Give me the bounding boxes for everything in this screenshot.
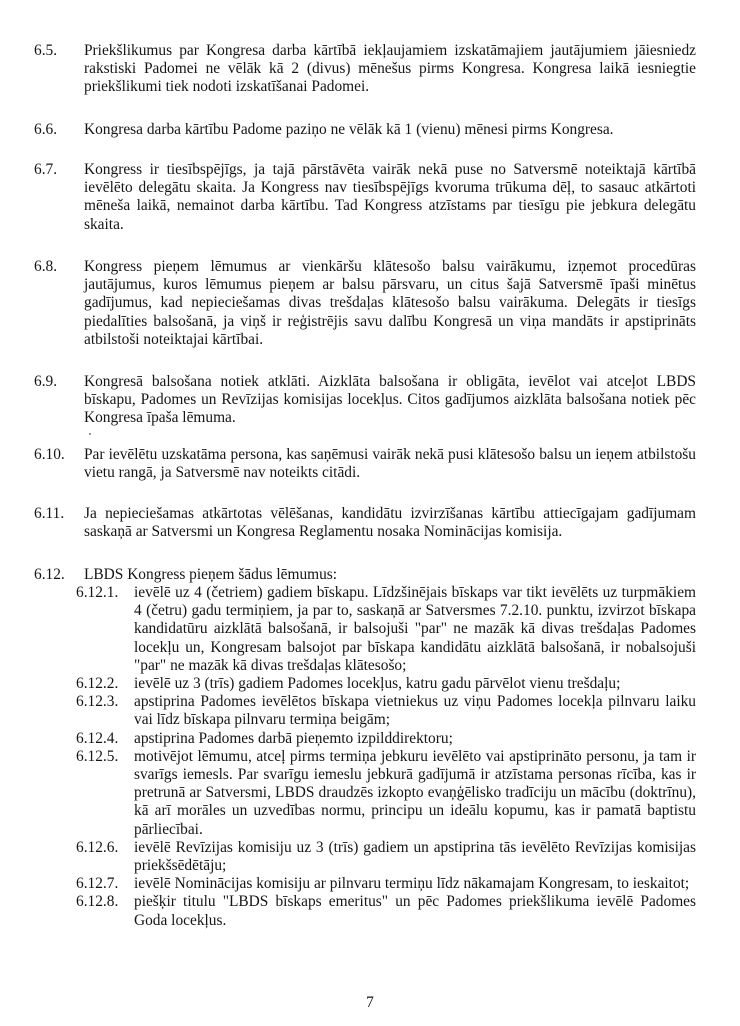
paragraph-number: 6.9.: [34, 373, 58, 390]
paragraph-6-8: [34, 258, 696, 349]
subitem-text: ievēlē Nominācijas komisiju ar pilnvaru termiņu līdz nākamajam Kongresam, to ieskaitot;: [134, 875, 690, 893]
paragraph-number: 6.7.: [34, 161, 58, 178]
paragraph-6-9: [34, 373, 696, 428]
paragraph-6-10: [34, 446, 696, 482]
paragraph-6-11: [34, 505, 696, 541]
subitem-text: piešķir titulu "LBDS bīskaps emeritus" un pēc Padomes priekšlikuma ievēlē Padomes Goda locekļus.: [134, 893, 696, 929]
subitem-text: ievēlē uz 3 (trīs) gadiem Padomes locekļus, katru gadu pārvēlot vienu trešdaļu;: [134, 675, 621, 693]
subitem-number: 6.12.2.: [76, 675, 119, 693]
paragraph-text: LBDS Kongress pieņem šādus lēmumus:: [84, 566, 338, 583]
subitem-6-12-1: [76, 584, 696, 675]
paragraph-text: Priekšlikumus par Kongresa darba kārtībā iekļaujamiem izskatāmajiem jautājumiem jāiesniedz rakstiski Padomei ne vēlāk kā 2 (divus) mēnešus pirms Kongresa. Kongresa laikā iesniegtie priekšlikumi tiek nodoti izskatīšanai Padomei.: [84, 42, 696, 96]
paragraph-text: Kongresa darba kārtību Padome paziņo ne vēlāk kā 1 (vienu) mēnesi pirms Kongresa.: [84, 121, 614, 138]
page-number: 7: [366, 994, 374, 1011]
paragraph-text: Kongresā balsošana notiek atklāti. Aizklāta balsošana ir obligāta, ievēlot vai atceļot LBDS bīskapu, Padomes un Revīzijas komisijas locekļus. Citos gadījumos aizklāta balsošana notiek pēc Kongresa īpaša lēmuma.: [84, 373, 696, 427]
paragraph-text: Ja nepieciešamas atkārtotas vēlēšanas, kandidātu izvirzīšanas kārtību attiecīgajam gadījumam saskaņā ar Satversmi un Kongresa Reglamentu nosaka Nominācijas komisija.: [84, 505, 696, 541]
subitem-number: 6.12.3.: [76, 693, 119, 711]
subitem-6-12-8: [76, 893, 696, 929]
subitem-text: apstiprina Padomes ievēlētos bīskapa vietniekus uz viņu Padomes locekļa pilnvaru laiku vai līdz bīskapa pilnvaru termiņa beigām;: [134, 693, 696, 729]
paragraph-number: 6.8.: [34, 258, 58, 275]
subitem-6-12-5: [76, 748, 696, 839]
paragraph-number: 6.5.: [34, 42, 58, 59]
paragraph-text: Par ievēlētu uzskatāma persona, kas saņēmusi vairāk nekā pusi klātesošo balsu un ieņem atbilstošu vietu rangā, ja Satversmē nav noteikts citādi.: [84, 446, 696, 482]
subitem-number: 6.12.8.: [76, 893, 119, 911]
subitem-text: ievēlē Revīzijas komisiju uz 3 (trīs) gadiem un apstiprina tās ievēlēto Revīzijas komisijas priekšsēdētāju;: [134, 838, 696, 875]
paragraph-number: 6.11.: [34, 505, 65, 522]
subitem-6-12-4: [76, 730, 696, 748]
subitem-text: apstiprina Padomes darbā pieņemto izpilddirektoru;: [134, 729, 453, 747]
subitem-number: 6.12.6.: [76, 838, 119, 856]
paragraph-6-7: [34, 161, 696, 234]
subitem-6-12-6: [76, 839, 696, 875]
subitem-6-12-3: [76, 693, 696, 729]
paragraph-number: 6.6.: [34, 121, 58, 138]
subitem-number: 6.12.7.: [76, 875, 119, 893]
paragraph-text: Kongress ir tiesībspējīgs, ja tajā pārstāvēta vairāk nekā puse no Satversmē noteiktajā kārtībā ievēlēto delegātu skaita. Ja Kongress nav tiesībspējīgs kvoruma trūkuma dēļ, to sasauc atkārtoti mēneša laikā, nemainot darba kārtību. Tad Kongress atzīstams par tiesīgu pie jebkura delegātu skaita.: [84, 161, 696, 233]
paragraph-text: Kongress pieņem lēmumus ar vienkāršu klātesošo balsu vairākumu, izņemot procedūras jautājumus, kuros lēmumus pieņem ar balsu pārsvaru, un citus šajā Satversmē īpaši minētus gadījumus, kad nepieciešamas divas trešdaļas klātesošo balsu vairākuma. Delegāts ir tiesīgs piedalīties balsošanā, ja viņš ir reģistrējis savu dalību Kongresā un viņa mandāts ir apstiprināts atbilstoši noteiktajai kārtībai.: [84, 258, 696, 348]
paragraph-number: 6.10.: [34, 446, 65, 463]
subitem-text: ievēlē uz 4 (četriem) gadiem bīskapu. Līdzšinējais bīskaps var tikt ievēlēts uz turpmākiem 4 (četru) gadu termiņiem, ja par to, saskaņā ar Satversmes 7.2.10. punktu, izvirzot bīskapa kandidatūru aizklātā balsošanā, ir balsojuši "par" ne mazāk kā divas trešdaļas Padomes locekļu un, Kongresam balsojot par bīskapa kandidātu aizklātā balsošanā, ir nobalsojuši "par" ne mazāk kā divas trešdaļas klātesošo;: [134, 584, 696, 674]
paragraph-6-6: [34, 121, 696, 139]
stray-ink-mark: [89, 433, 91, 435]
subitem-number: 6.12.4.: [76, 729, 119, 747]
paragraph-6-12: [34, 566, 696, 584]
paragraph-number: 6.12.: [34, 566, 65, 583]
subitem-number: 6.12.5.: [76, 747, 119, 765]
paragraph-6-5: [34, 42, 696, 97]
subitem-6-12-7: [76, 875, 696, 893]
subitem-6-12-2: [76, 675, 696, 693]
subitem-number: 6.12.1.: [76, 584, 119, 601]
subitem-text: motivējot lēmumu, atceļ pirms termiņa jebkuru ievēlēto vai apstiprināto personu, ja tam ir svarīgs iemesls. Par svarīgu iemeslu jebkurā gadījumā ir atzīstama personas rīcība, kas ir pretrunā ar Satversmi, LBDS draudzēs izkopto evaņģēlisko tradīciju un mācību (doktrīnu), kā arī morāles un uzvedības normu, principu un ideālu kopumu, kas ir pamatā baptistu pārliecībai.: [134, 747, 696, 838]
subitem-list: [76, 584, 696, 930]
